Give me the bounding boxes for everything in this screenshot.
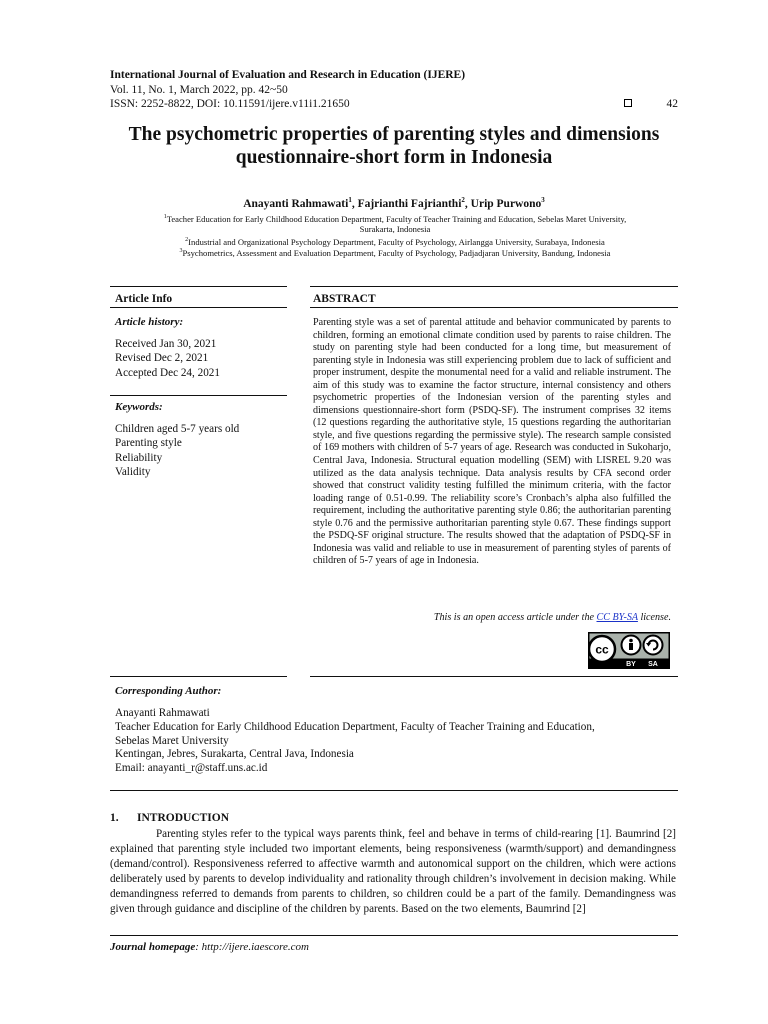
affiliation-3-sup: 3 bbox=[179, 248, 183, 254]
square-bullet-icon bbox=[624, 99, 632, 107]
journal-issn-row bbox=[110, 97, 680, 112]
homepage-url[interactable]: : http://ijere.iaescore.com bbox=[195, 941, 309, 953]
keyword-item: Parenting style bbox=[115, 437, 182, 450]
corresponding-address: Kentingan, Jebres, Surakarta, Central Java, Indonesia bbox=[115, 748, 354, 761]
affiliation-1-line-1: Teacher Education for Early Childhood Education Department, Faculty of Teacher Training and Education, Sebelas Maret University, bbox=[166, 213, 627, 224]
author-3-sup: 3 bbox=[541, 196, 545, 204]
cc-by-sa-link[interactable]: CC BY-SA bbox=[596, 612, 638, 623]
footer-rule bbox=[110, 935, 678, 936]
abstract-top-rule bbox=[310, 286, 678, 287]
author-1: Anayanti Rahmawati bbox=[243, 197, 349, 210]
abstract-heading: ABSTRACT bbox=[313, 293, 376, 305]
keyword-item: Children aged 5-7 years old bbox=[115, 423, 240, 435]
journal-volume: Vol. 11, No. 1, March 2022, pp. 42~50 bbox=[110, 83, 288, 96]
affiliation-3-text: Psychometrics, Assessment and Evaluation Department, Faculty of Psychology, Padjadjaran University, Bandung, Indonesia bbox=[182, 247, 611, 258]
keyword-item: Reliability bbox=[115, 451, 163, 464]
cc-by-sa-badge-icon bbox=[588, 632, 670, 669]
affiliation-1 bbox=[110, 212, 680, 235]
paper-title bbox=[100, 124, 688, 169]
journal-homepage-footer bbox=[110, 941, 309, 953]
badge-by-label: BY bbox=[626, 661, 636, 668]
corresponding-dept-line-1: Teacher Education for Early Childhood Education Department, Faculty of Teacher Training and Education, bbox=[115, 720, 595, 733]
keywords-label: Keywords: bbox=[115, 401, 163, 413]
homepage-label: Journal homepage bbox=[110, 941, 196, 953]
corresponding-dept-line-2: Sebelas Maret University bbox=[115, 734, 229, 747]
svg-text:cc: cc bbox=[595, 642, 609, 657]
license-suffix: license. bbox=[637, 612, 671, 623]
abstract-text: Parenting style was a set of parental attitude and behavior communicated by parents to children, forming an emotional climate condition used by parents to raise children. The study on parenting style had been conducted for a long time, but measurement of parenting style in Indonesia was still experiencing problem due to lack of sufficient and proper instrument, despite the monumental need for a valid and reliable instrument. The aim of this study was to examine the factor structure, internal consistency and others psychometric properties of the Indonesian version of the parenting styles and dimensions questionnaire-short form (PSDQ-SF). The instrument comprises 32 items (12 questions regarding the authoritative style, 15 questions regarding the authoritarian style, and five questions regarding the permissive style). The research sample consisted of 169 mothers with children of 5-7 years of age. Research was conducted in Sukoharjo, Central Java, Indonesia. Structural equation modelling (SEM) with LISREL 9.20 was utilized as the data analysis technique. Data analysis results by CFA second order showed that construct validity testing fulfilled the minimum criteria, with the factor loading range of 0.51-0.99. The reliability score’s Cronbach’s alpha also fulfilled the requirement, including the authoritative parenting style 0.86; the authoritarian parenting style 0.76 and the permissive authoritarian parenting style 0.67. These findings support the PSDQ-SF original structure. The results showed that the adaptation of PSDQ-SF in Indonesia was valid and reliable to use in measurement of parenting styles of parents of children of 5-7 years of age in Indonesia. bbox=[313, 317, 671, 567]
introduction-text: Parenting styles refer to the typical ways parents think, feel and behave in terms of child-rearing [1]. Baumrind [2] explained that parenting style included two important elements, being responsiveness (warmth/support) and demandingness (demand/control). Responsiveness referred to affective warmth and autonomical support on the children, which were actions deliberately used by parents to develop individuality and rationality through children’s involvement in decision making. While demandingness referred to demands from parents to children, so children could be a part of the family. Demandingness was given through guidance and discipline of the children by parents. Based on the two elements, Baumrind [2] bbox=[110, 828, 676, 916]
introduction-heading bbox=[110, 812, 229, 824]
journal-header bbox=[110, 68, 680, 112]
affiliation-2-text: Industrial and Organizational Psychology Department, Faculty of Psychology, Airlangga University, Surabaya, Indonesia bbox=[188, 236, 605, 247]
article-history bbox=[115, 337, 220, 380]
received-date: Received Jan 30, 2021 bbox=[115, 338, 217, 350]
article-info-sub-rule bbox=[110, 307, 287, 308]
keywords-list bbox=[115, 422, 239, 479]
article-history-label: Article history: bbox=[115, 316, 184, 328]
badge-sa-label: SA bbox=[648, 661, 658, 668]
author-list: Anayanti Rahmawati$^1$, Fajrianthi Fajrianthi$^2$, Urip Purwono$^3$ bbox=[243, 196, 545, 210]
article-info-bottom-rule bbox=[110, 676, 287, 677]
revised-date: Revised Dec 2, 2021 bbox=[115, 352, 209, 365]
license-prefix: This is an open access article under the bbox=[433, 612, 597, 623]
abstract-bottom-rule bbox=[310, 676, 678, 677]
author-3: Urip Purwono bbox=[470, 197, 542, 210]
author-2: Fajrianthi Fajrianthi bbox=[357, 197, 462, 210]
keyword-item: Validity bbox=[115, 465, 151, 478]
corresponding-name: Anayanti Rahmawati bbox=[115, 707, 210, 719]
page-number: 42 bbox=[666, 98, 678, 110]
affiliation-2-sup: 2 bbox=[185, 237, 189, 243]
accepted-date: Accepted Dec 24, 2021 bbox=[115, 366, 220, 379]
abstract-sub-rule bbox=[310, 307, 678, 308]
introduction-paragraph bbox=[110, 827, 676, 918]
journal-name: International Journal of Evaluation and Research in Education (IJERE) bbox=[110, 69, 466, 81]
affiliation-3 bbox=[110, 246, 680, 258]
article-info-top-rule bbox=[110, 286, 287, 287]
article-info-heading: Article Info bbox=[115, 293, 173, 305]
corresponding-author-block bbox=[115, 707, 675, 776]
title-line-2: questionnaire-short form in Indonesia bbox=[235, 146, 553, 168]
affiliation-1-sup: 1 bbox=[163, 214, 167, 220]
section-number: 1. bbox=[110, 812, 119, 824]
corresponding-email[interactable]: Email: anayanti_r@staff.uns.ac.id bbox=[115, 762, 268, 775]
corresponding-bottom-rule bbox=[110, 790, 678, 791]
history-divider-rule bbox=[110, 395, 287, 396]
corresponding-author-label: Corresponding Author: bbox=[115, 685, 222, 697]
section-title: INTRODUCTION bbox=[137, 812, 230, 824]
title-line-1: The psychometric properties of parenting styles and dimensions bbox=[128, 124, 660, 145]
journal-issn: ISSN: 2252-8822, DOI: 10.11591/ijere.v11i1.21650 bbox=[110, 98, 350, 110]
license-statement bbox=[313, 612, 671, 623]
author-1-sup: 1 bbox=[348, 196, 352, 204]
author-2-sup: 2 bbox=[461, 196, 465, 204]
affiliation-1-line-2: Surakarta, Indonesia bbox=[359, 224, 431, 235]
